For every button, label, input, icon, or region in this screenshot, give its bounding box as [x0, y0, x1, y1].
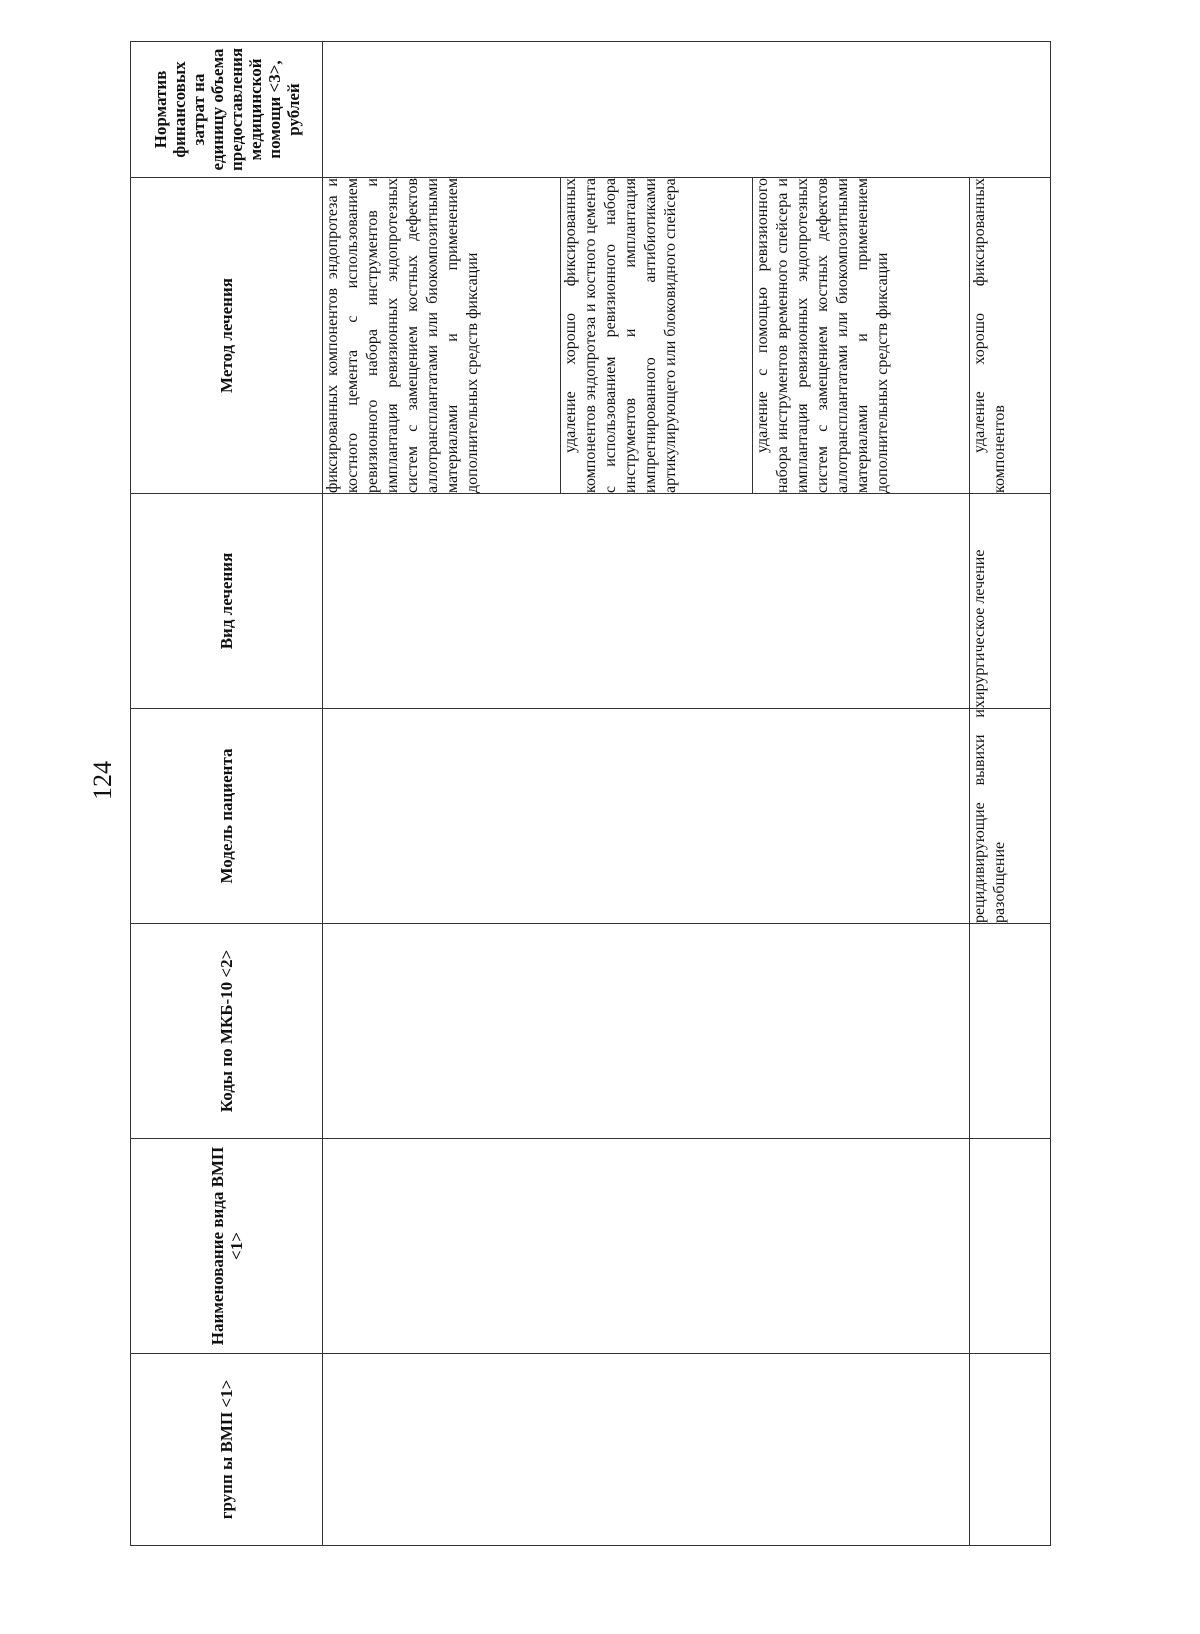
header-group: групп ы ВМП <1> — [131, 1354, 323, 1546]
method-text-2: удаление хорошо фиксированных компонентов эндопротеза и костного цемента с использованием ревизионного набора инструментов и имплантация импрегнированного антибиотиками артикулирующего или блоковидного спейсера — [562, 178, 679, 493]
header-norm: Норматив финансовых затрат на единицу объема предоставления медицинской помощи <3>, рублей — [131, 42, 323, 178]
cell-name-4 — [970, 1139, 1051, 1354]
patient-model-text-4: рецидивирующие вывихи и разобщение — [971, 709, 1008, 923]
cell-patient-model-1 — [323, 709, 970, 924]
cell-treatment-type-1 — [323, 494, 970, 709]
header-method: Метод лечения — [131, 178, 323, 494]
cell-method-4 — [970, 178, 1051, 494]
cell-treatment-type-4 — [970, 494, 1051, 709]
method-text-3: удаление с помощью ревизионного набора инструментов временного спейсера и имплантация ревизионных эндопротезных систем с замещением костных дефектов аллотрансплантатами или биокомпозитными материалами и применением дополнительных средств фиксации — [754, 178, 891, 493]
cell-norm-1 — [323, 42, 1051, 178]
header-patient-model: Модель пациента — [131, 709, 323, 924]
cell-method-2 — [561, 178, 753, 494]
header-codes: Коды по МКБ-10 <2> — [131, 924, 323, 1139]
cell-name-1 — [323, 1139, 970, 1354]
header-treatment-type: Вид лечения — [131, 494, 323, 709]
cell-codes-1 — [323, 924, 970, 1139]
cell-group-4 — [970, 1354, 1051, 1546]
cell-patient-model-4 — [970, 709, 1051, 924]
method-text-1: фиксированных компонентов эндопротеза и костного цемента с использованием ревизионного набора инструментов и имплантация ревизионных эндопротезных систем с замещением костных дефектов аллотрансплантатами или биокомпозитными материалами и применением дополнительных средств фиксации — [324, 178, 481, 493]
cell-group-1 — [323, 1354, 970, 1546]
document-table — [130, 42, 1050, 1546]
cell-codes-4 — [970, 924, 1051, 1139]
method-text-4: удаление хорошо фиксированных компонентов — [971, 178, 1008, 493]
page-number: 124 — [88, 761, 117, 800]
treatment-type-text-4: хирургическое лечение — [971, 549, 988, 708]
cell-method-1 — [323, 178, 561, 494]
header-name: Наименование вида ВМП <1> — [131, 1139, 323, 1354]
cell-method-3 — [753, 178, 970, 494]
